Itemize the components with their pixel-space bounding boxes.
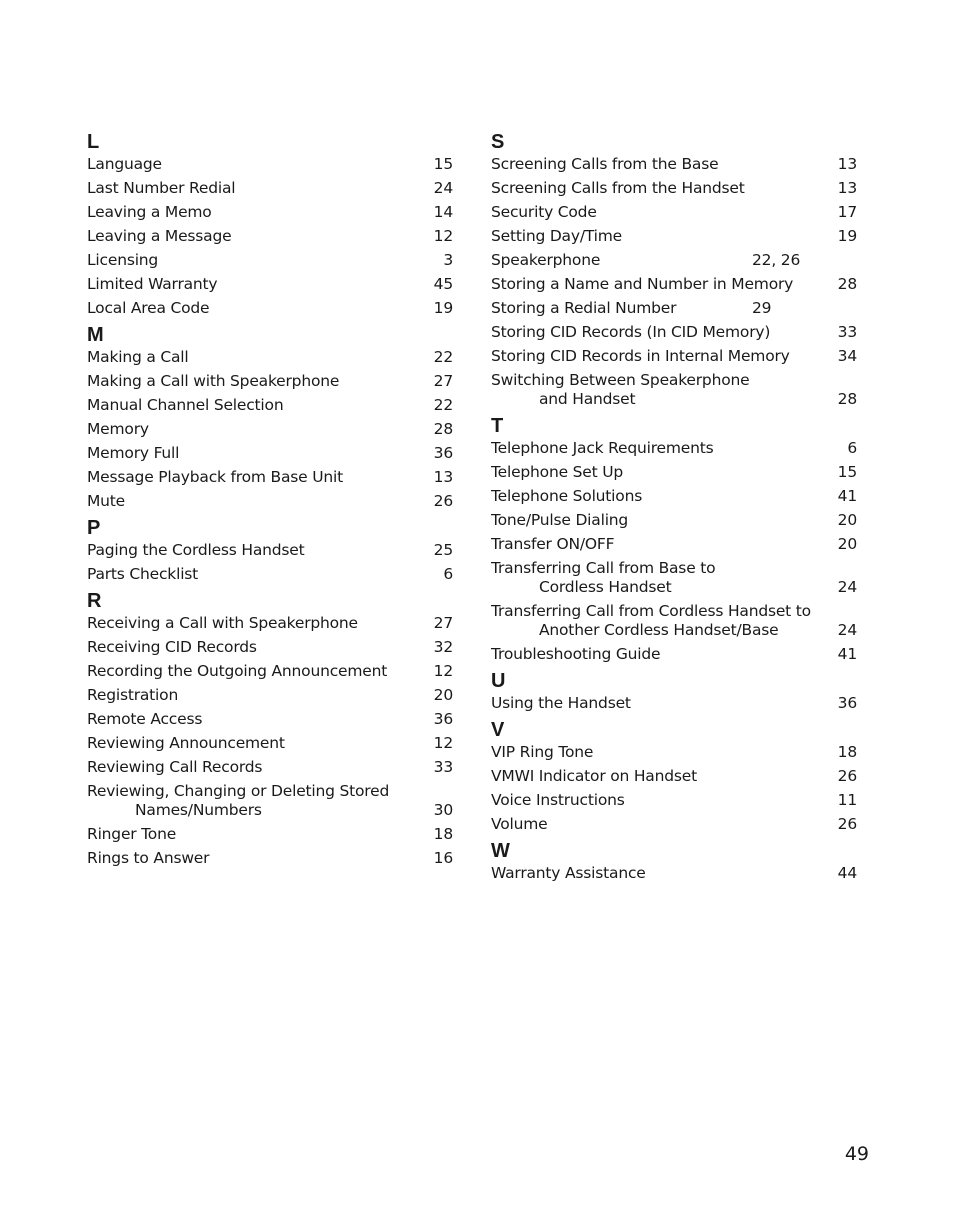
- entry-term: Limited Warranty: [87, 275, 218, 293]
- entry-term: Screening Calls from the Handset: [491, 179, 745, 197]
- index-entry: [87, 849, 453, 873]
- entry-page-ref: 45: [433, 275, 453, 293]
- entry-term: Speakerphone: [491, 251, 601, 269]
- entry-term-continued: and Handset: [539, 390, 636, 408]
- entry-page-ref: 41: [837, 487, 857, 505]
- entry-page-ref: 33: [837, 323, 857, 341]
- entry-page-ref: 22: [433, 348, 453, 366]
- index-entry: [491, 463, 857, 487]
- index-entry: [87, 638, 453, 662]
- entry-term: Local Area Code: [87, 299, 210, 317]
- entry-term: Warranty Assistance: [491, 864, 646, 882]
- section-letter-v: V: [491, 719, 505, 741]
- index-entry: [491, 275, 857, 299]
- section-letter-l: L: [87, 131, 100, 153]
- entry-term: Recording the Outgoing Announcement: [87, 662, 388, 680]
- entry-page-ref: 44: [837, 864, 857, 882]
- entry-page-ref: 30: [433, 801, 453, 819]
- section-letter-w: W: [491, 840, 510, 862]
- index-entry: [87, 372, 453, 396]
- entry-term: Ringer Tone: [87, 825, 177, 843]
- index-entry: [491, 767, 857, 791]
- entry-term: Storing CID Records (In CID Memory): [491, 323, 771, 341]
- index-entry: [87, 251, 453, 275]
- index-entry: [87, 468, 453, 492]
- entry-page-ref: 36: [837, 694, 857, 712]
- entry-page-ref: 20: [433, 686, 453, 704]
- section-letter-t: T: [491, 415, 504, 437]
- entry-page-ref: 19: [837, 227, 857, 245]
- entry-term: Telephone Solutions: [491, 487, 643, 505]
- entry-term: Screening Calls from the Base: [491, 155, 719, 173]
- index-entry: [87, 420, 453, 444]
- index-entry: [87, 710, 453, 734]
- entry-page-ref: 13: [837, 179, 857, 197]
- entry-term: Volume: [491, 815, 548, 833]
- entry-term: Troubleshooting Guide: [491, 645, 661, 663]
- entry-page-ref: 28: [433, 420, 453, 438]
- entry-page-ref: 28: [837, 275, 857, 293]
- index-entry: [491, 487, 857, 511]
- index-entry: [491, 791, 857, 815]
- section-letter-u: U: [491, 670, 506, 692]
- index-entry: [491, 179, 857, 203]
- entry-term: Registration: [87, 686, 179, 704]
- entry-term: Receiving CID Records: [87, 638, 257, 656]
- entry-page-ref: 24: [837, 578, 857, 596]
- entry-page-ref: 18: [837, 743, 857, 761]
- index-entry: [87, 565, 453, 589]
- entry-term: Last Number Redial: [87, 179, 236, 197]
- entry-term: Reviewing Announcement: [87, 734, 285, 752]
- entry-term: Leaving a Message: [87, 227, 232, 245]
- entry-term: VIP Ring Tone: [491, 743, 594, 761]
- index-entry: [87, 686, 453, 710]
- entry-page-ref: 24: [433, 179, 453, 197]
- index-entry: [491, 227, 857, 251]
- entry-page-ref: 12: [433, 662, 453, 680]
- section-letter-p: P: [87, 517, 101, 539]
- entry-page-ref: 33: [433, 758, 453, 776]
- section-letter-m: M: [87, 324, 104, 346]
- entry-page-ref: 27: [433, 372, 453, 390]
- index-entry: [87, 179, 453, 203]
- entry-term: Switching Between Speakerphone: [491, 371, 750, 389]
- entry-term: Message Playback from Base Unit: [87, 468, 343, 486]
- index-entry: [491, 439, 857, 463]
- index-entry: [491, 602, 857, 645]
- entry-page-ref: 12: [433, 734, 453, 752]
- index-entry: [87, 203, 453, 227]
- entry-page-ref: 14: [433, 203, 453, 221]
- entry-term: Telephone Jack Requirements: [491, 439, 714, 457]
- section-letter-r: R: [87, 590, 102, 612]
- entry-term: Storing CID Records in Internal Memory: [491, 347, 790, 365]
- entry-term-continued: Cordless Handset: [539, 578, 672, 596]
- entry-page-ref: 15: [837, 463, 857, 481]
- entry-term: Manual Channel Selection: [87, 396, 284, 414]
- index-entry: [87, 396, 453, 420]
- entry-page-ref: 3: [443, 251, 453, 269]
- index-column-left: [87, 130, 453, 873]
- entry-page-ref: 26: [837, 767, 857, 785]
- index-entry: [491, 511, 857, 535]
- entry-term: Making a Call: [87, 348, 189, 366]
- entry-page-ref: 36: [433, 710, 453, 728]
- entry-term: Voice Instructions: [491, 791, 625, 809]
- entry-page-ref: 20: [837, 511, 857, 529]
- entry-term: Security Code: [491, 203, 597, 221]
- index-entry: [87, 444, 453, 468]
- entry-term: Remote Access: [87, 710, 203, 728]
- entry-term: Setting Day/Time: [491, 227, 622, 245]
- entry-page-ref: 25: [433, 541, 453, 559]
- index-entry: [87, 662, 453, 686]
- entry-term: Parts Checklist: [87, 565, 199, 583]
- index-entry: [491, 323, 857, 347]
- index-entry: [491, 864, 857, 888]
- index-entry: [87, 825, 453, 849]
- entry-page-ref: 19: [433, 299, 453, 317]
- index-entry: [87, 541, 453, 565]
- index-entry: [87, 492, 453, 516]
- entry-page-ref: 6: [847, 439, 857, 457]
- entry-page-ref: 32: [433, 638, 453, 656]
- entry-term: Leaving a Memo: [87, 203, 212, 221]
- entry-term: Memory: [87, 420, 149, 438]
- index-entry: [491, 815, 857, 839]
- entry-page-ref: 22: [433, 396, 453, 414]
- entry-term: Storing a Redial Number: [491, 299, 677, 317]
- entry-term: Storing a Name and Number in Memory: [491, 275, 794, 293]
- entry-page-ref: 22, 26: [752, 251, 801, 269]
- entry-term: VMWI Indicator on Handset: [491, 767, 697, 785]
- entry-term: Transferring Call from Cordless Handset to: [491, 602, 811, 620]
- index-column-right: [491, 130, 857, 888]
- entry-term: Licensing: [87, 251, 159, 269]
- entry-term-continued: Another Cordless Handset/Base: [539, 621, 779, 639]
- entry-page-ref: 34: [837, 347, 857, 365]
- entry-term: Tone/Pulse Dialing: [491, 511, 629, 529]
- entry-page-ref: 24: [837, 621, 857, 639]
- entry-term: Rings to Answer: [87, 849, 210, 867]
- entry-term: Paging the Cordless Handset: [87, 541, 305, 559]
- entry-page-ref: 6: [443, 565, 453, 583]
- entry-page-ref: 13: [837, 155, 857, 173]
- index-entry: [87, 734, 453, 758]
- index-entry: [491, 559, 857, 602]
- entry-term: Using the Handset: [491, 694, 631, 712]
- entry-term-continued: Names/Numbers: [135, 801, 262, 819]
- entry-page-ref: 41: [837, 645, 857, 663]
- index-entry: [491, 535, 857, 559]
- section-letter-s: S: [491, 131, 505, 153]
- entry-page-ref: 36: [433, 444, 453, 462]
- entry-page-ref: 18: [433, 825, 453, 843]
- index-entry: [491, 694, 857, 718]
- entry-term: Making a Call with Speakerphone: [87, 372, 340, 390]
- entry-page-ref: 12: [433, 227, 453, 245]
- entry-page-ref: 11: [837, 791, 857, 809]
- entry-term: Telephone Set Up: [491, 463, 624, 481]
- entry-page-ref: 20: [837, 535, 857, 553]
- page-number: 49: [844, 1143, 869, 1165]
- entry-term: Transfer ON/OFF: [491, 535, 615, 553]
- entry-page-ref: 29: [752, 299, 772, 317]
- entry-term: Language: [87, 155, 162, 173]
- index-entry: [87, 155, 453, 179]
- entry-page-ref: 26: [837, 815, 857, 833]
- index-entry: [87, 275, 453, 299]
- entry-page-ref: 15: [433, 155, 453, 173]
- entry-term: Mute: [87, 492, 126, 510]
- entry-page-ref: 13: [433, 468, 453, 486]
- entry-term: Reviewing Call Records: [87, 758, 263, 776]
- index-entry: [87, 227, 453, 251]
- index-entry: [491, 155, 857, 179]
- entry-page-ref: 27: [433, 614, 453, 632]
- index-entry: [491, 299, 857, 323]
- index-entry: [87, 782, 453, 825]
- index-entry: [87, 614, 453, 638]
- index-entry: [87, 299, 453, 323]
- entry-page-ref: 28: [837, 390, 857, 408]
- entry-term: Memory Full: [87, 444, 180, 462]
- entry-page-ref: 26: [433, 492, 453, 510]
- index-entry: [491, 645, 857, 669]
- index-entry: [491, 251, 857, 275]
- entry-term: Transferring Call from Base to: [491, 559, 716, 577]
- index-entry: [491, 743, 857, 767]
- index-entry: [87, 348, 453, 372]
- index-entry: [491, 203, 857, 227]
- index-entry: [491, 371, 857, 414]
- entry-page-ref: 16: [433, 849, 453, 867]
- index-entry: [491, 347, 857, 371]
- entry-page-ref: 17: [837, 203, 857, 221]
- index-entry: [87, 758, 453, 782]
- entry-term: Reviewing, Changing or Deleting Stored: [87, 782, 390, 800]
- entry-term: Receiving a Call with Speakerphone: [87, 614, 358, 632]
